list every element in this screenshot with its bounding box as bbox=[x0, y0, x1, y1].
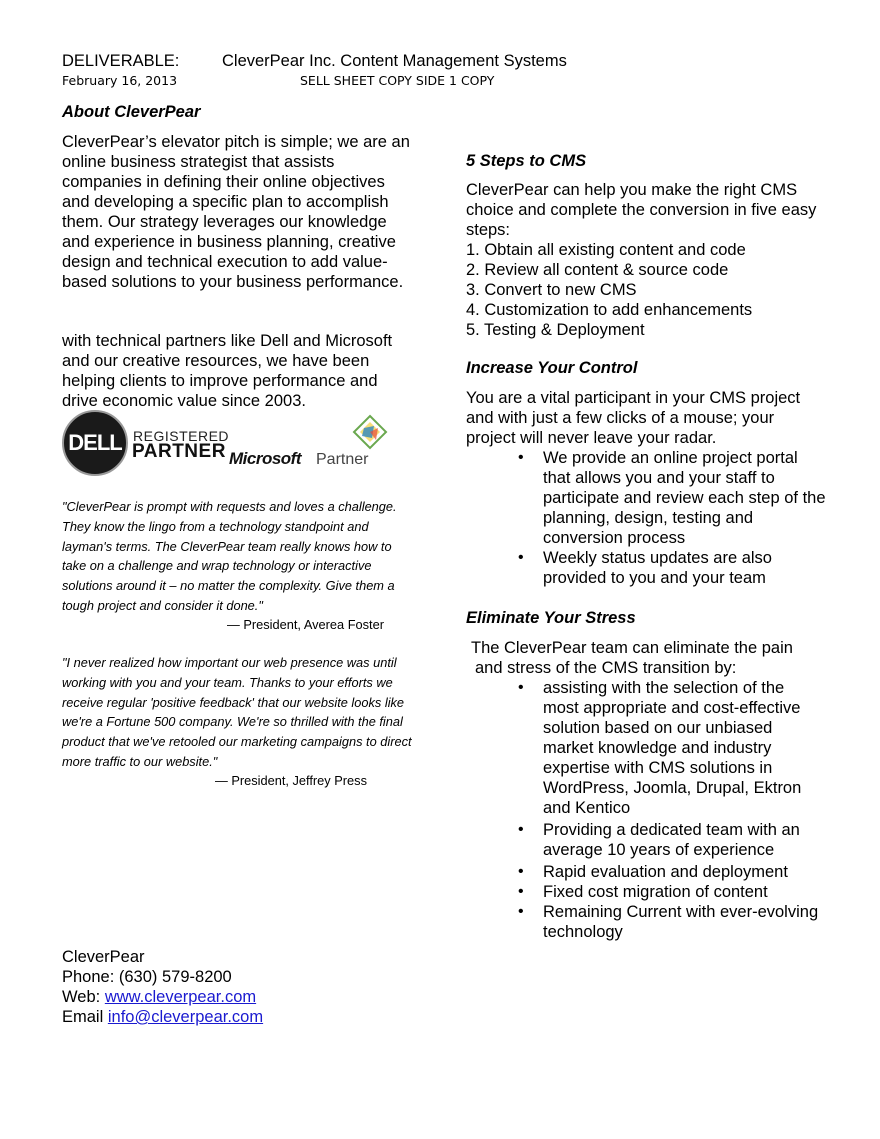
email-link[interactable]: info@cleverpear.com bbox=[107, 1008, 264, 1026]
contact-web-line bbox=[62, 987, 422, 1007]
deliverable-label: DELIVERABLE: bbox=[62, 52, 180, 70]
contact-email-line bbox=[62, 1007, 422, 1027]
stress-bullet-1: assisting with the selection of the most appropriate and cost-effective solution based on our unbiased market knowledge and industry expertise with CMS solutions in WordPress, Joomla, Drupal, Ektron and Kentico bbox=[543, 679, 802, 817]
list-item bbox=[466, 882, 824, 902]
about-paragraph-2: with technical partners like Dell and Microsoft and our creative resources, we have been helping clients to improve performance and drive economic value since 2003. bbox=[62, 332, 393, 410]
list-item bbox=[466, 862, 824, 882]
steps-block bbox=[466, 180, 821, 340]
list-item bbox=[466, 678, 824, 818]
testimonial-2-quote: "I never realized how important our web presence was until working with you and your team. Thanks to your efforts we receive regular 'positive feedback' that our website looks like we're a Fortune 500 company. We're so thrilled with the final product that we've retooled our marketing campaigns to direct more traffic to our website." bbox=[62, 655, 412, 769]
steps-heading: 5 Steps to CMS bbox=[466, 152, 587, 170]
microsoft-logo-text: Microsoft bbox=[229, 449, 301, 468]
contact-block bbox=[62, 947, 422, 1027]
step-item-4: 4. Customization to add enhancements bbox=[466, 301, 753, 319]
deliverable-title: CleverPear Inc. Content Management Systems bbox=[222, 52, 567, 70]
dell-registered-text: REGISTERED bbox=[133, 428, 230, 444]
list-item bbox=[466, 902, 824, 942]
phone-label: Phone: bbox=[62, 968, 115, 986]
stress-heading: Eliminate Your Stress bbox=[466, 609, 636, 627]
stress-bullet-3: Rapid evaluation and deployment bbox=[543, 863, 788, 881]
bullet-icon: • bbox=[518, 549, 524, 566]
about-heading: About CleverPear bbox=[62, 103, 201, 121]
step-item-2: 2. Review all content & source code bbox=[466, 261, 729, 279]
stress-bullet-2: Providing a dedicated team with an average 10 years of experience bbox=[543, 821, 800, 859]
phone-number: (630) 579-8200 bbox=[118, 968, 232, 986]
step-item-1: 1. Obtain all existing content and code bbox=[466, 241, 746, 259]
list-item bbox=[466, 448, 826, 548]
dell-logo bbox=[62, 410, 128, 476]
list-item bbox=[466, 548, 826, 588]
stress-intro-line-2: and stress of the CMS transition by: bbox=[475, 659, 737, 677]
bullet-icon: • bbox=[518, 449, 524, 466]
bullet-icon: • bbox=[518, 863, 524, 880]
microsoft-partner-icon bbox=[352, 414, 388, 455]
bullet-icon: • bbox=[518, 903, 524, 920]
stress-bullet-5: Remaining Current with ever-evolving technology bbox=[543, 903, 819, 941]
contact-company: CleverPear bbox=[62, 948, 145, 966]
website-link[interactable]: www.cleverpear.com bbox=[104, 988, 257, 1006]
bullet-icon: • bbox=[518, 821, 524, 838]
bullet-icon: • bbox=[518, 679, 524, 696]
step-item-3: 3. Convert to new CMS bbox=[466, 281, 637, 299]
testimonial-2-attribution: — President, Jeffrey Press bbox=[215, 773, 367, 788]
control-intro: You are a vital participant in your CMS project and with just a few clicks of a mouse; your project will never leave your radar. bbox=[466, 389, 801, 447]
control-heading: Increase Your Control bbox=[466, 359, 638, 377]
control-bullet-list bbox=[466, 448, 826, 588]
stress-block bbox=[466, 638, 836, 942]
microsoft-partner-text: Partner bbox=[316, 451, 369, 468]
dell-logo-text: DELL bbox=[68, 430, 122, 455]
about-paragraph-1: CleverPear’s elevator pitch is simple; we are an online business strategist that assists companies in defining their online objectives and developing a specific plan to accomplish them. Our strategy leverages our knowledge and experience in business planning, creative design and technical execution to add value-based solutions to your business performance. bbox=[62, 133, 410, 291]
steps-intro: CleverPear can help you make the right CMS choice and complete the conversion in five easy steps: bbox=[466, 181, 817, 239]
document-type: SELL SHEET COPY SIDE 1 COPY bbox=[300, 73, 495, 88]
dell-partner-text: PARTNER bbox=[132, 441, 226, 462]
stress-bullet-4: Fixed cost migration of content bbox=[543, 883, 768, 901]
document-date: February 16, 2013 bbox=[62, 73, 178, 88]
deliverable-header bbox=[62, 52, 567, 71]
email-label: Email bbox=[62, 1008, 104, 1026]
stress-intro-line-1: The CleverPear team can eliminate the pain bbox=[471, 639, 793, 657]
step-item-5: 5. Testing & Deployment bbox=[466, 321, 645, 339]
testimonial-1-quote: "CleverPear is prompt with requests and loves a challenge. They know the lingo from a technology standpoint and layman's terms. The CleverPear team really knows how to take on a challenge and wrap technology or interactive solutions around it – no matter the complexity. Give them a tough project and consider it done." bbox=[62, 499, 397, 613]
contact-phone-line bbox=[62, 967, 422, 987]
testimonial-1-attribution: — President, Averea Foster bbox=[227, 617, 384, 632]
stress-bullet-list bbox=[466, 678, 824, 942]
control-block bbox=[466, 388, 826, 588]
list-item bbox=[466, 820, 824, 860]
control-bullet-2: Weekly status updates are also provided to you and your team bbox=[543, 549, 772, 587]
bullet-icon: • bbox=[518, 883, 524, 900]
web-label: Web: bbox=[62, 988, 101, 1006]
control-bullet-1: We provide an online project portal that allows you and your staff to participate and review each step of the planning, design, testing and conversion process bbox=[543, 449, 826, 547]
